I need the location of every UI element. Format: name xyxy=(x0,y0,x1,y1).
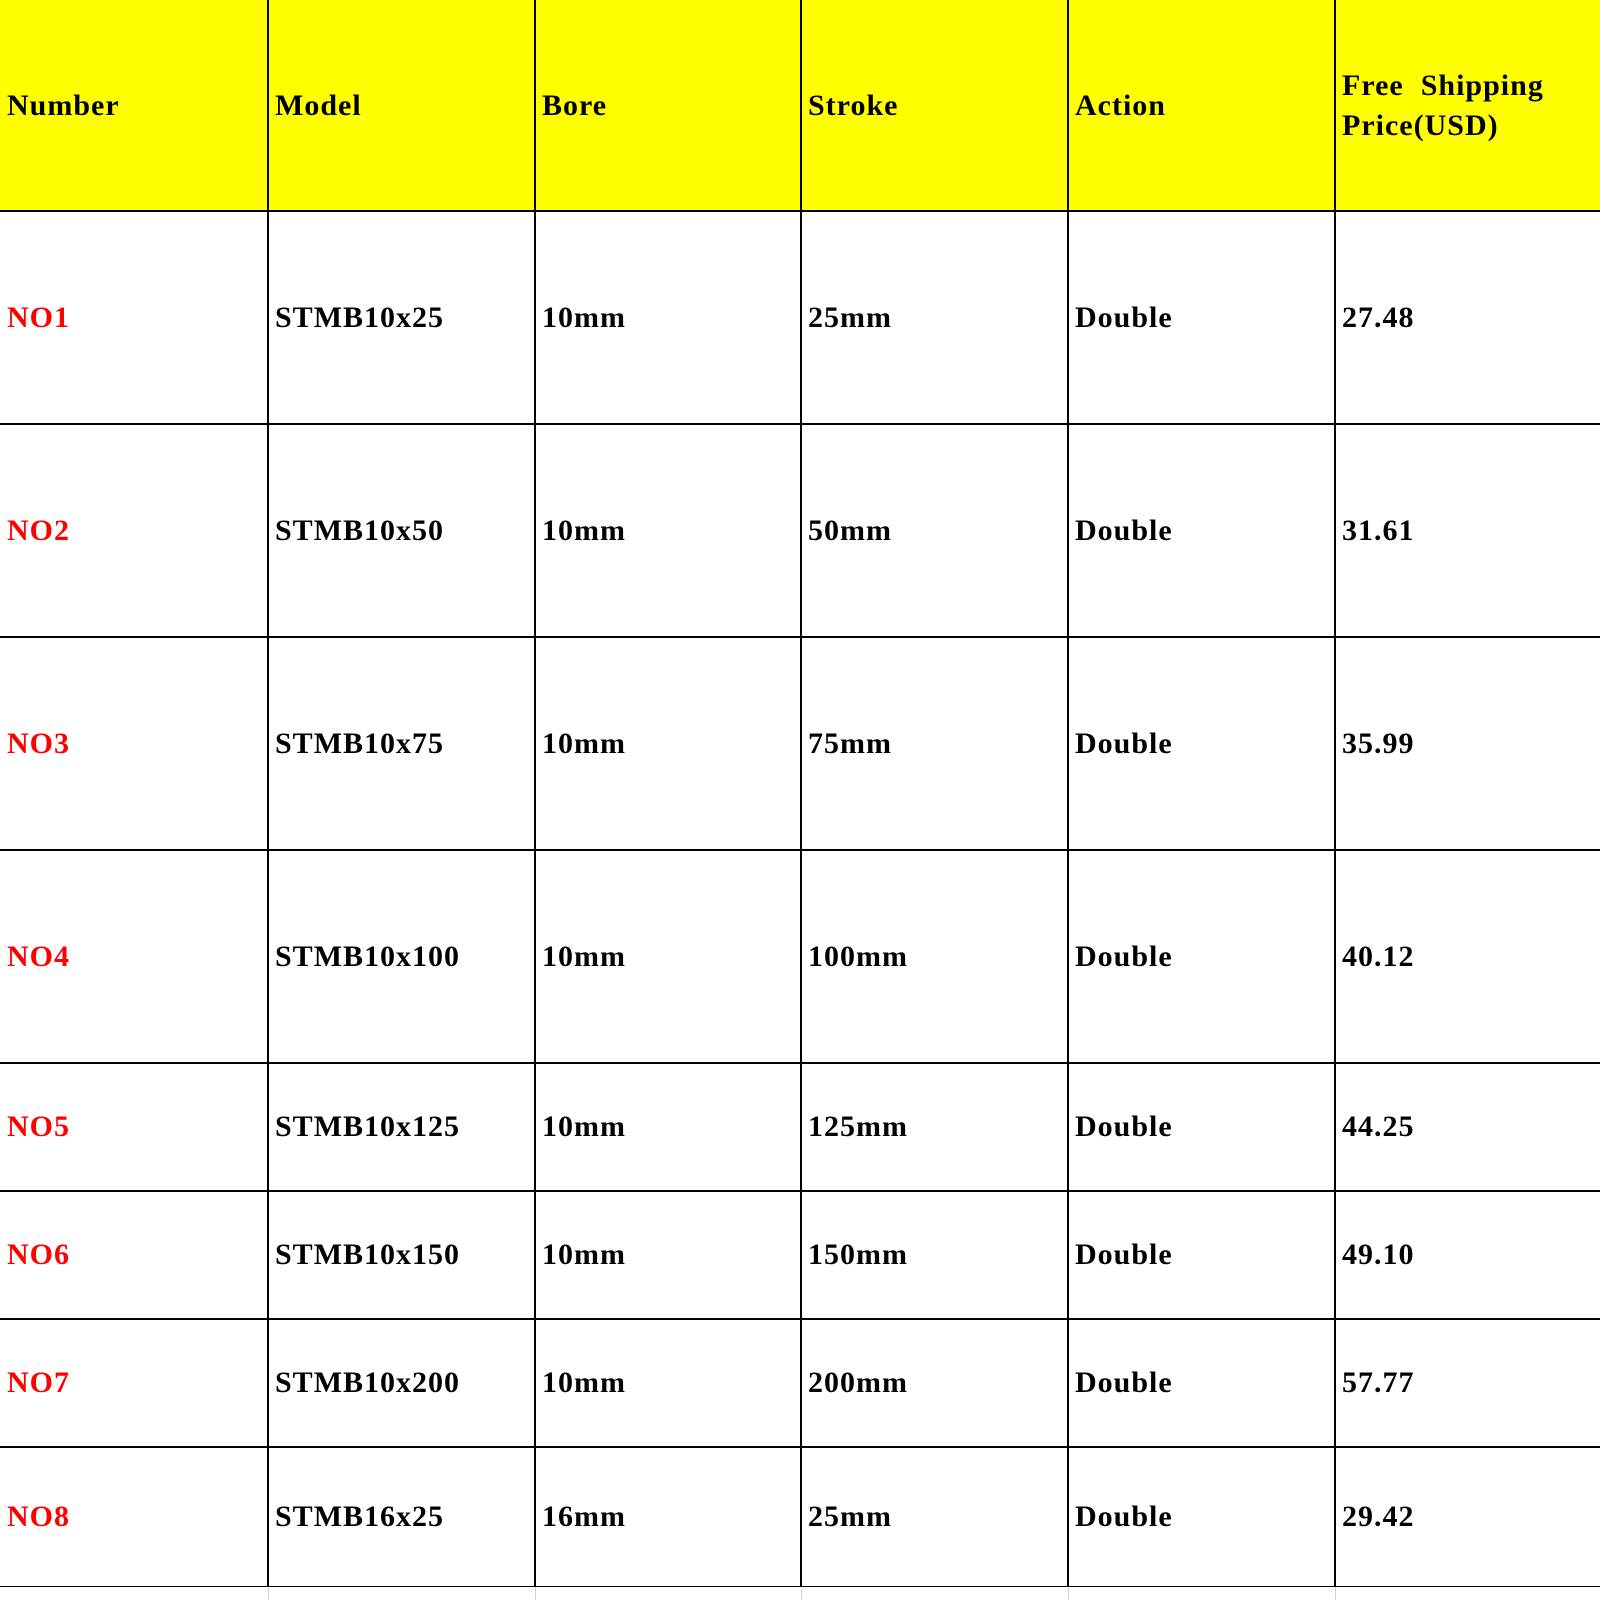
cell-action: Double xyxy=(1075,513,1173,547)
cell-action: Double xyxy=(1075,1238,1173,1271)
cell-model: STMB10x125 xyxy=(275,1110,461,1143)
cell-number: NO1 xyxy=(7,300,70,334)
column-divider-tail xyxy=(1068,1587,1069,1600)
column-divider xyxy=(534,0,536,1587)
cell-stroke: 200mm xyxy=(808,1366,908,1399)
cell-bore: 16mm xyxy=(542,1500,626,1533)
cell-number: NO6 xyxy=(7,1238,70,1271)
column-divider-tail xyxy=(268,1587,269,1600)
cell-number: NO2 xyxy=(7,513,70,547)
cell-action: Double xyxy=(1075,300,1173,334)
cell-price: 35.99 xyxy=(1342,726,1415,760)
column-divider xyxy=(1334,0,1336,1587)
cell-price: 40.12 xyxy=(1342,939,1415,973)
cell-stroke: 150mm xyxy=(808,1238,908,1271)
cell-model: STMB10x200 xyxy=(275,1366,461,1399)
cell-stroke: 125mm xyxy=(808,1110,908,1143)
cell-bore: 10mm xyxy=(542,1238,626,1271)
cell-bore: 10mm xyxy=(542,513,626,547)
header-model: Model xyxy=(275,88,362,122)
cell-stroke: 75mm xyxy=(808,726,892,760)
cell-number: NO7 xyxy=(7,1366,70,1399)
header-price: Free Shipping Price(USD) xyxy=(1342,68,1544,142)
column-divider xyxy=(1067,0,1069,1587)
cell-action: Double xyxy=(1075,1110,1173,1143)
cell-price: 44.25 xyxy=(1342,1110,1415,1143)
cell-model: STMB10x25 xyxy=(275,300,445,334)
header-bore: Bore xyxy=(542,88,608,122)
cell-stroke: 100mm xyxy=(808,939,908,973)
cell-price: 31.61 xyxy=(1342,513,1415,547)
column-divider-tail xyxy=(801,1587,802,1600)
cell-price: 27.48 xyxy=(1342,300,1415,334)
cell-model: STMB10x50 xyxy=(275,513,445,547)
column-divider xyxy=(267,0,269,1587)
header-action: Action xyxy=(1075,88,1166,122)
cell-number: NO4 xyxy=(7,939,70,973)
cell-price: 57.77 xyxy=(1342,1366,1415,1399)
cell-stroke: 50mm xyxy=(808,513,892,547)
cell-price: 49.10 xyxy=(1342,1238,1415,1271)
cell-bore: 10mm xyxy=(542,726,626,760)
cell-number: NO3 xyxy=(7,726,70,760)
cell-number: NO8 xyxy=(7,1500,70,1533)
cell-stroke: 25mm xyxy=(808,1500,892,1533)
cell-bore: 10mm xyxy=(542,1366,626,1399)
cell-stroke: 25mm xyxy=(808,300,892,334)
cell-price: 29.42 xyxy=(1342,1500,1415,1533)
cell-action: Double xyxy=(1075,939,1173,973)
header-stroke: Stroke xyxy=(808,88,899,122)
column-divider-tail xyxy=(1335,1587,1336,1600)
cell-number: NO5 xyxy=(7,1110,70,1143)
column-divider xyxy=(800,0,802,1587)
cell-bore: 10mm xyxy=(542,1110,626,1143)
cell-model: STMB16x25 xyxy=(275,1500,445,1533)
cell-model: STMB10x150 xyxy=(275,1238,461,1271)
cell-action: Double xyxy=(1075,1366,1173,1399)
column-divider-tail xyxy=(535,1587,536,1600)
cell-bore: 10mm xyxy=(542,300,626,334)
header-number: Number xyxy=(7,88,120,122)
cell-action: Double xyxy=(1075,726,1173,760)
cell-action: Double xyxy=(1075,1500,1173,1533)
cell-model: STMB10x100 xyxy=(275,939,461,973)
cell-model: STMB10x75 xyxy=(275,726,445,760)
table-bottom-edge xyxy=(0,1587,1600,1600)
cell-bore: 10mm xyxy=(542,939,626,973)
